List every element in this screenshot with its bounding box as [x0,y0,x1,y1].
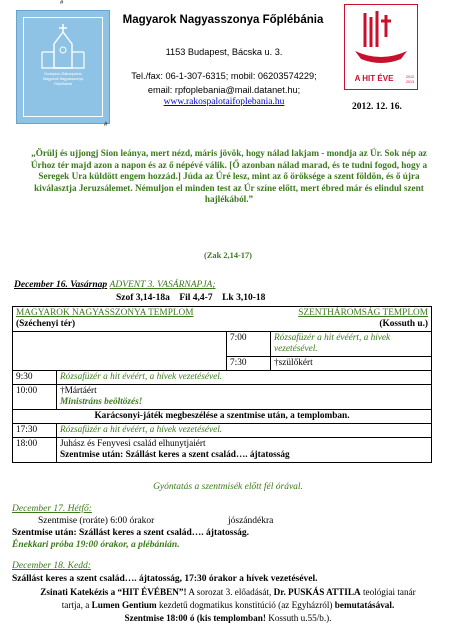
hash-mark-top: # [60,0,64,6]
catechesis-text: A sorozat 3. előadását, [186,587,274,597]
dec17-mass: Szentmise (roráte) 6:00 órakor [38,516,155,526]
table-row [13,371,432,385]
event-text: Juhász és Fenyvesi család elhunytjaiért [60,439,206,449]
year-end: 2013 [406,79,414,84]
catechesis-end: bemutatásával. [334,600,395,610]
phone: Tel./fax: 06-1-307-6315; mobil: 06203574229; [131,71,317,81]
scripture-reference: (Zak 2,14-17) [204,251,252,260]
dec17-devotion: Szentmise után: Szállást keres a szent család…. ájtatosság. [12,528,250,538]
address: 1153 Budapest, Bácska u. 3. [165,47,283,57]
lumen-gentium: Lumen Gentium [91,600,157,610]
parish-name: Magyarok Nagyasszonya Főplébánia [122,14,324,26]
cross-ship-icon [345,7,417,69]
table-row [13,385,432,410]
dec16-readings: Szof 3,14-18a Fil 4,4-7 Lk 3,10-18 [116,293,266,303]
time-cell: 7:30 [227,357,271,371]
mass-time: Szentmise 18:00 ó [124,613,195,623]
mass-address: Kossuth u.55/b.). [268,613,332,623]
church-right-cell [227,307,432,332]
lecturer-role: teológiai tanár [360,587,416,597]
dec18-heading: December 18. Kedd: [12,561,91,571]
dec18-mass [0,612,456,624]
catechesis-text-3: kezdetű dogmatikus konstitúció (az Egyházról) [156,600,335,610]
dec17-choir: Énekkari próba 19:00 órakor, a plébánián. [12,540,180,550]
table-row [13,332,432,357]
event-note: Szentmise után: Szállást keres a szent család…. ájtatosság [60,450,290,460]
event-text: †Mártáért [60,386,97,396]
table-row [13,410,432,424]
church-left-name: MAGYAROK NAGYASSZONYA TEMPLOM [16,308,194,318]
year-of-faith-text: A HIT ÉVE [354,74,394,83]
year-start: 2012 [406,75,414,79]
time-cell: 9:30 [13,371,57,385]
event-cell: Rózsafüzér a hit évéért, a hívek vezetésével. [57,371,432,385]
event-cell: Karácsonyi-játék megbeszélése a szentmise után, a templomban. [13,410,432,424]
church-icon [24,22,102,72]
church-left-sub: (Széchenyi tér) [16,319,76,329]
event-cell [57,385,432,410]
year-of-faith-logo [344,4,418,90]
logo-line1: Budapest–Rákospalota [44,72,82,76]
logo-line2: Magyarok Nagyasszonya [42,77,84,81]
website-link[interactable]: www.rakospalotaifoplebania.hu [163,97,285,107]
mass-schedule-table [12,306,432,463]
dec18-catechesis [0,586,456,598]
catechesis-text-2: tartja, a [61,600,92,610]
table-row [13,307,432,332]
time-cell: 10:00 [13,385,57,410]
event-note: Ministráns beöltözés! [60,397,143,407]
confession-note: Gyóntatás a szentmisék előtt fél órával. [153,482,303,492]
dec16-heading [14,280,216,290]
table-row [13,357,432,371]
event-cell: Rózsafüzér a hit évéért, a hívek vezetésével. [271,332,432,357]
hash-mark-bottom: # [104,122,108,128]
dec16-day: December 16. Vasárnap [14,280,108,290]
table-row [13,438,432,463]
scripture-quote: „Örülj és ujjongj Sion leánya, mert nézd, máris jövök, hogy nálad lakjam - mondja az Úr. Sok nép az Úrhoz tér majd azon a napon és az ő népévé válik. [Ő azonban nálad marad, és te tudni fogod, hogy a Seregek Ura küldött engem hozzád.] Júda az Úré lesz, mint az ő öröksége a szent földön, és ő újra kiválasztja Jeruzsálemet. Némuljon el minden test az Úr színe előtt, mert ébred már és elindul szent hajlékából.” [30,148,428,205]
time-cell: 7:00 [227,332,271,357]
church-left-cell [13,307,227,332]
logo-line3: Főplébánia [54,82,72,86]
dec17-mass-note: jószándékra [228,516,274,526]
dec16-title: ADVENT 3. VASÁRNAPJA; [109,280,216,290]
event-cell: †szülőkért [271,357,432,371]
parish-logo [16,10,110,124]
catechesis-title: Zsinati Katekézis a “HIT ÉVÉBEN”! [40,587,187,597]
event-cell [57,438,432,463]
lecturer-name: Dr. PUSKÁS ATTILA [273,587,361,597]
mass-location: (kis templomban! [194,613,269,623]
table-row [13,424,432,438]
dec18-devotion: Szállást keres a szent család…. ájtatosság, 17:30 órakor a hívek vezetésével. [12,574,318,584]
dec17-heading: December 17. Hétfő: [12,504,92,514]
time-cell: 18:00 [13,438,57,463]
time-cell: 17:30 [13,424,57,438]
event-cell: Rózsafüzér a hit évéért, a hívek vezetésével. [57,424,432,438]
church-right-name: SZENTHÁROMSÁG TEMPLOM [298,308,428,318]
dec18-catechesis-2 [0,599,456,611]
logo-frame [23,17,103,117]
bulletin-date: 2012. 12. 16. [352,102,402,112]
email: email: rpfoplebania@mail.datanet.hu; [147,85,301,95]
church-right-sub: (Kossuth u.) [379,319,428,329]
